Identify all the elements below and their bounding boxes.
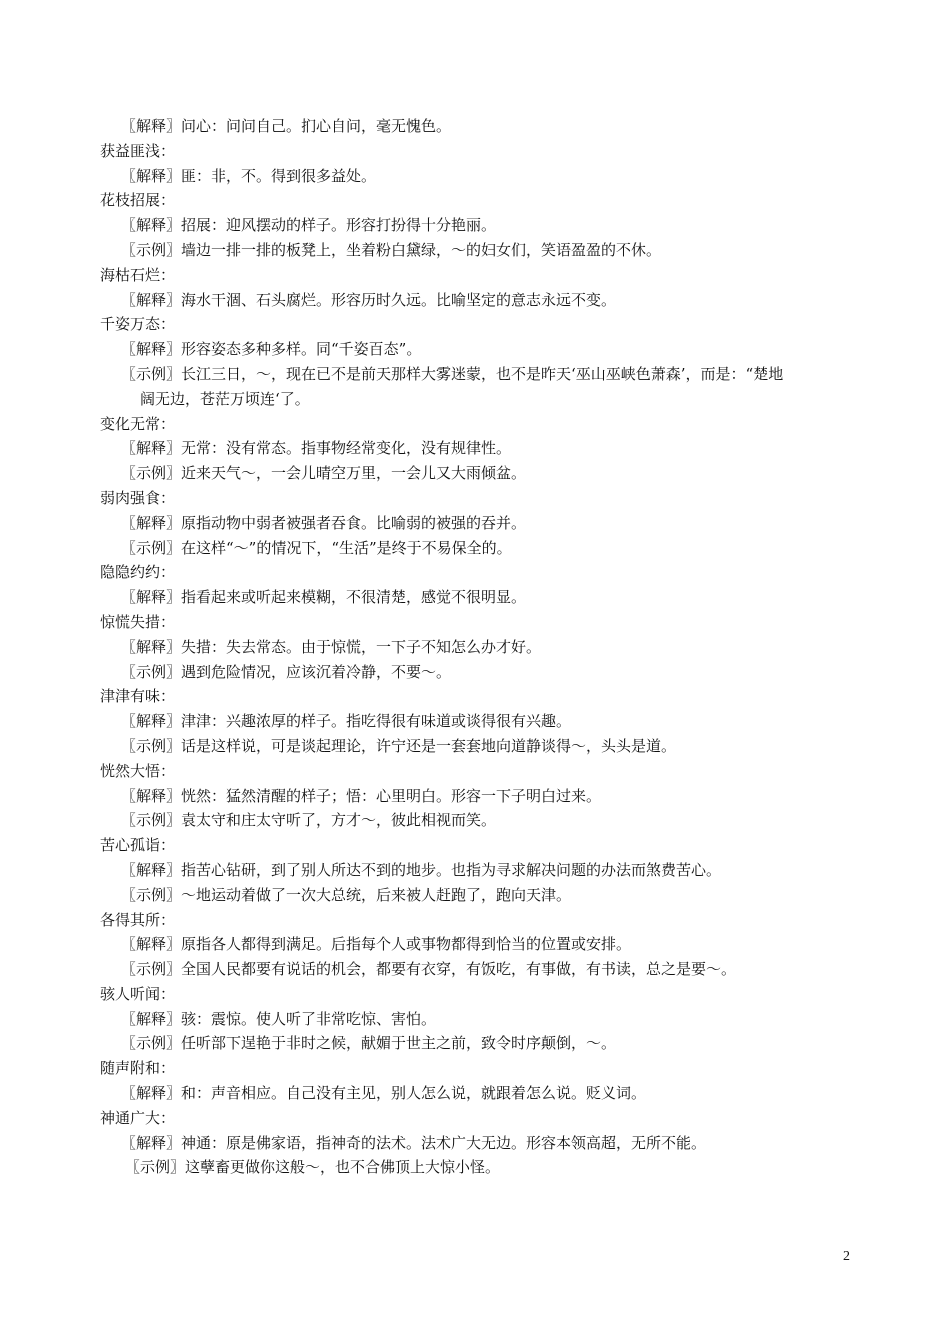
idiom-heading: 弱肉强食：	[100, 488, 176, 507]
idiom-heading: 骇人听闻：	[100, 984, 176, 1003]
page-number: 2	[843, 1249, 850, 1264]
entry-line: 〖示例〗这孽畜更做你这般～，也不合佛顶上大惊小怪。	[125, 1158, 501, 1177]
entry-line: 〖示例〗全国人民都要有说话的机会，都要有衣穿，有饭吃，有事做，有书读，总之是要～。	[121, 960, 737, 979]
entry-line: 〖示例〗墙边一排一排的板凳上，坐着粉白黛绿，～的妇女们，笑语盈盈的不休。	[121, 240, 662, 259]
idiom-heading: 各得其所：	[100, 910, 176, 929]
entry-line: 〖示例〗近来天气～，一会儿晴空万里，一会儿又大雨倾盆。	[121, 464, 527, 483]
entry-line: 〖解释〗形容姿态多种多样。同“千姿百态”。	[121, 340, 422, 359]
entry-line: 〖示例〗话是这样说，可是谈起理论，许宁还是一套套地向道静谈得～，头头是道。	[121, 736, 677, 755]
entry-line: 〖解释〗原指各人都得到满足。后指每个人或事物都得到恰当的位置或安排。	[121, 935, 632, 954]
entry-line: 〖解释〗问心：问问自己。扪心自问，毫无愧色。	[121, 117, 452, 135]
entry-continuation: 阔无边，苍茫万顷连‘了。	[140, 389, 310, 408]
entry-line: 〖解释〗匪：非，不。得到很多益处。	[121, 166, 377, 185]
entry-line: 〖示例〗～地运动着做了一次大总统，后来被人赶跑了，跑向天津。	[121, 885, 572, 904]
entry-line: 〖解释〗指看起来或听起来模糊，不很清楚，感觉不很明显。	[121, 588, 527, 607]
idiom-heading: 恍然大悟：	[100, 761, 176, 780]
entry-line: 〖解释〗恍然：猛然清醒的样子；悟：心里明白。形容一下子明白过来。	[121, 786, 602, 805]
idiom-heading: 苦心孤诣：	[100, 836, 176, 855]
idiom-heading: 花枝招展：	[100, 191, 176, 210]
entry-line: 〖示例〗长江三日，～，现在已不是前天那样大雾迷蒙，也不是昨天‘巫山巫峡色萧森’，而是：“楚地	[121, 364, 784, 383]
idiom-heading: 千姿万态：	[100, 315, 176, 334]
idiom-heading: 神通广大：	[100, 1108, 176, 1127]
idiom-heading: 惊慌失措：	[100, 612, 176, 631]
entry-line: 〖解释〗神通：原是佛家语，指神奇的法术。法术广大无边。形容本领高超，无所不能。	[121, 1133, 707, 1152]
entry-line: 〖解释〗原指动物中弱者被强者吞食。比喻弱的被强的吞并。	[121, 513, 527, 532]
entry-line: 〖解释〗无常：没有常态。指事物经常变化，没有规律性。	[121, 439, 512, 458]
entry-line: 〖解释〗和：声音相应。自己没有主见，别人怎么说，就跟着怎么说。贬义词。	[121, 1084, 647, 1103]
idiom-heading: 获益匪浅：	[100, 141, 176, 160]
entry-line: 〖示例〗任听部下逞艳于非时之候，献媚于世主之前，致令时序颠倒，～。	[121, 1034, 617, 1053]
entry-line: 〖示例〗袁太守和庄太守听了，方才～，彼此相视而笑。	[121, 811, 497, 830]
idiom-heading: 津津有味：	[100, 687, 176, 706]
entry-line: 〖解释〗津津：兴趣浓厚的样子。指吃得很有味道或谈得很有兴趣。	[121, 712, 572, 731]
entry-line: 〖解释〗海水干涸、石头腐烂。形容历时久远。比喻坚定的意志永远不变。	[121, 290, 617, 309]
entry-line: 〖解释〗骇：震惊。使人听了非常吃惊、害怕。	[121, 1009, 437, 1028]
entry-line: 〖解释〗招展：迎风摆动的样子。形容打扮得十分艳丽。	[121, 216, 497, 235]
idiom-heading: 隐隐约约：	[100, 563, 176, 582]
idiom-heading: 变化无常：	[100, 414, 176, 433]
entry-line: 〖解释〗失措：失去常态。由于惊慌，一下子不知怎么办才好。	[121, 637, 542, 656]
entry-line: 〖解释〗指苦心钻研，到了别人所达不到的地步。也指为寻求解决问题的办法而煞费苦心。	[121, 860, 722, 879]
entry-line: 〖示例〗遇到危险情况，应该沉着冷静，不要～。	[121, 662, 452, 681]
document-body	[100, 114, 870, 1180]
idiom-heading: 海枯石烂：	[100, 265, 176, 284]
entry-line: 〖示例〗在这样“～”的情况下，“生活”是终于不易保全的。	[121, 538, 512, 557]
idiom-heading: 随声附和：	[100, 1059, 176, 1078]
